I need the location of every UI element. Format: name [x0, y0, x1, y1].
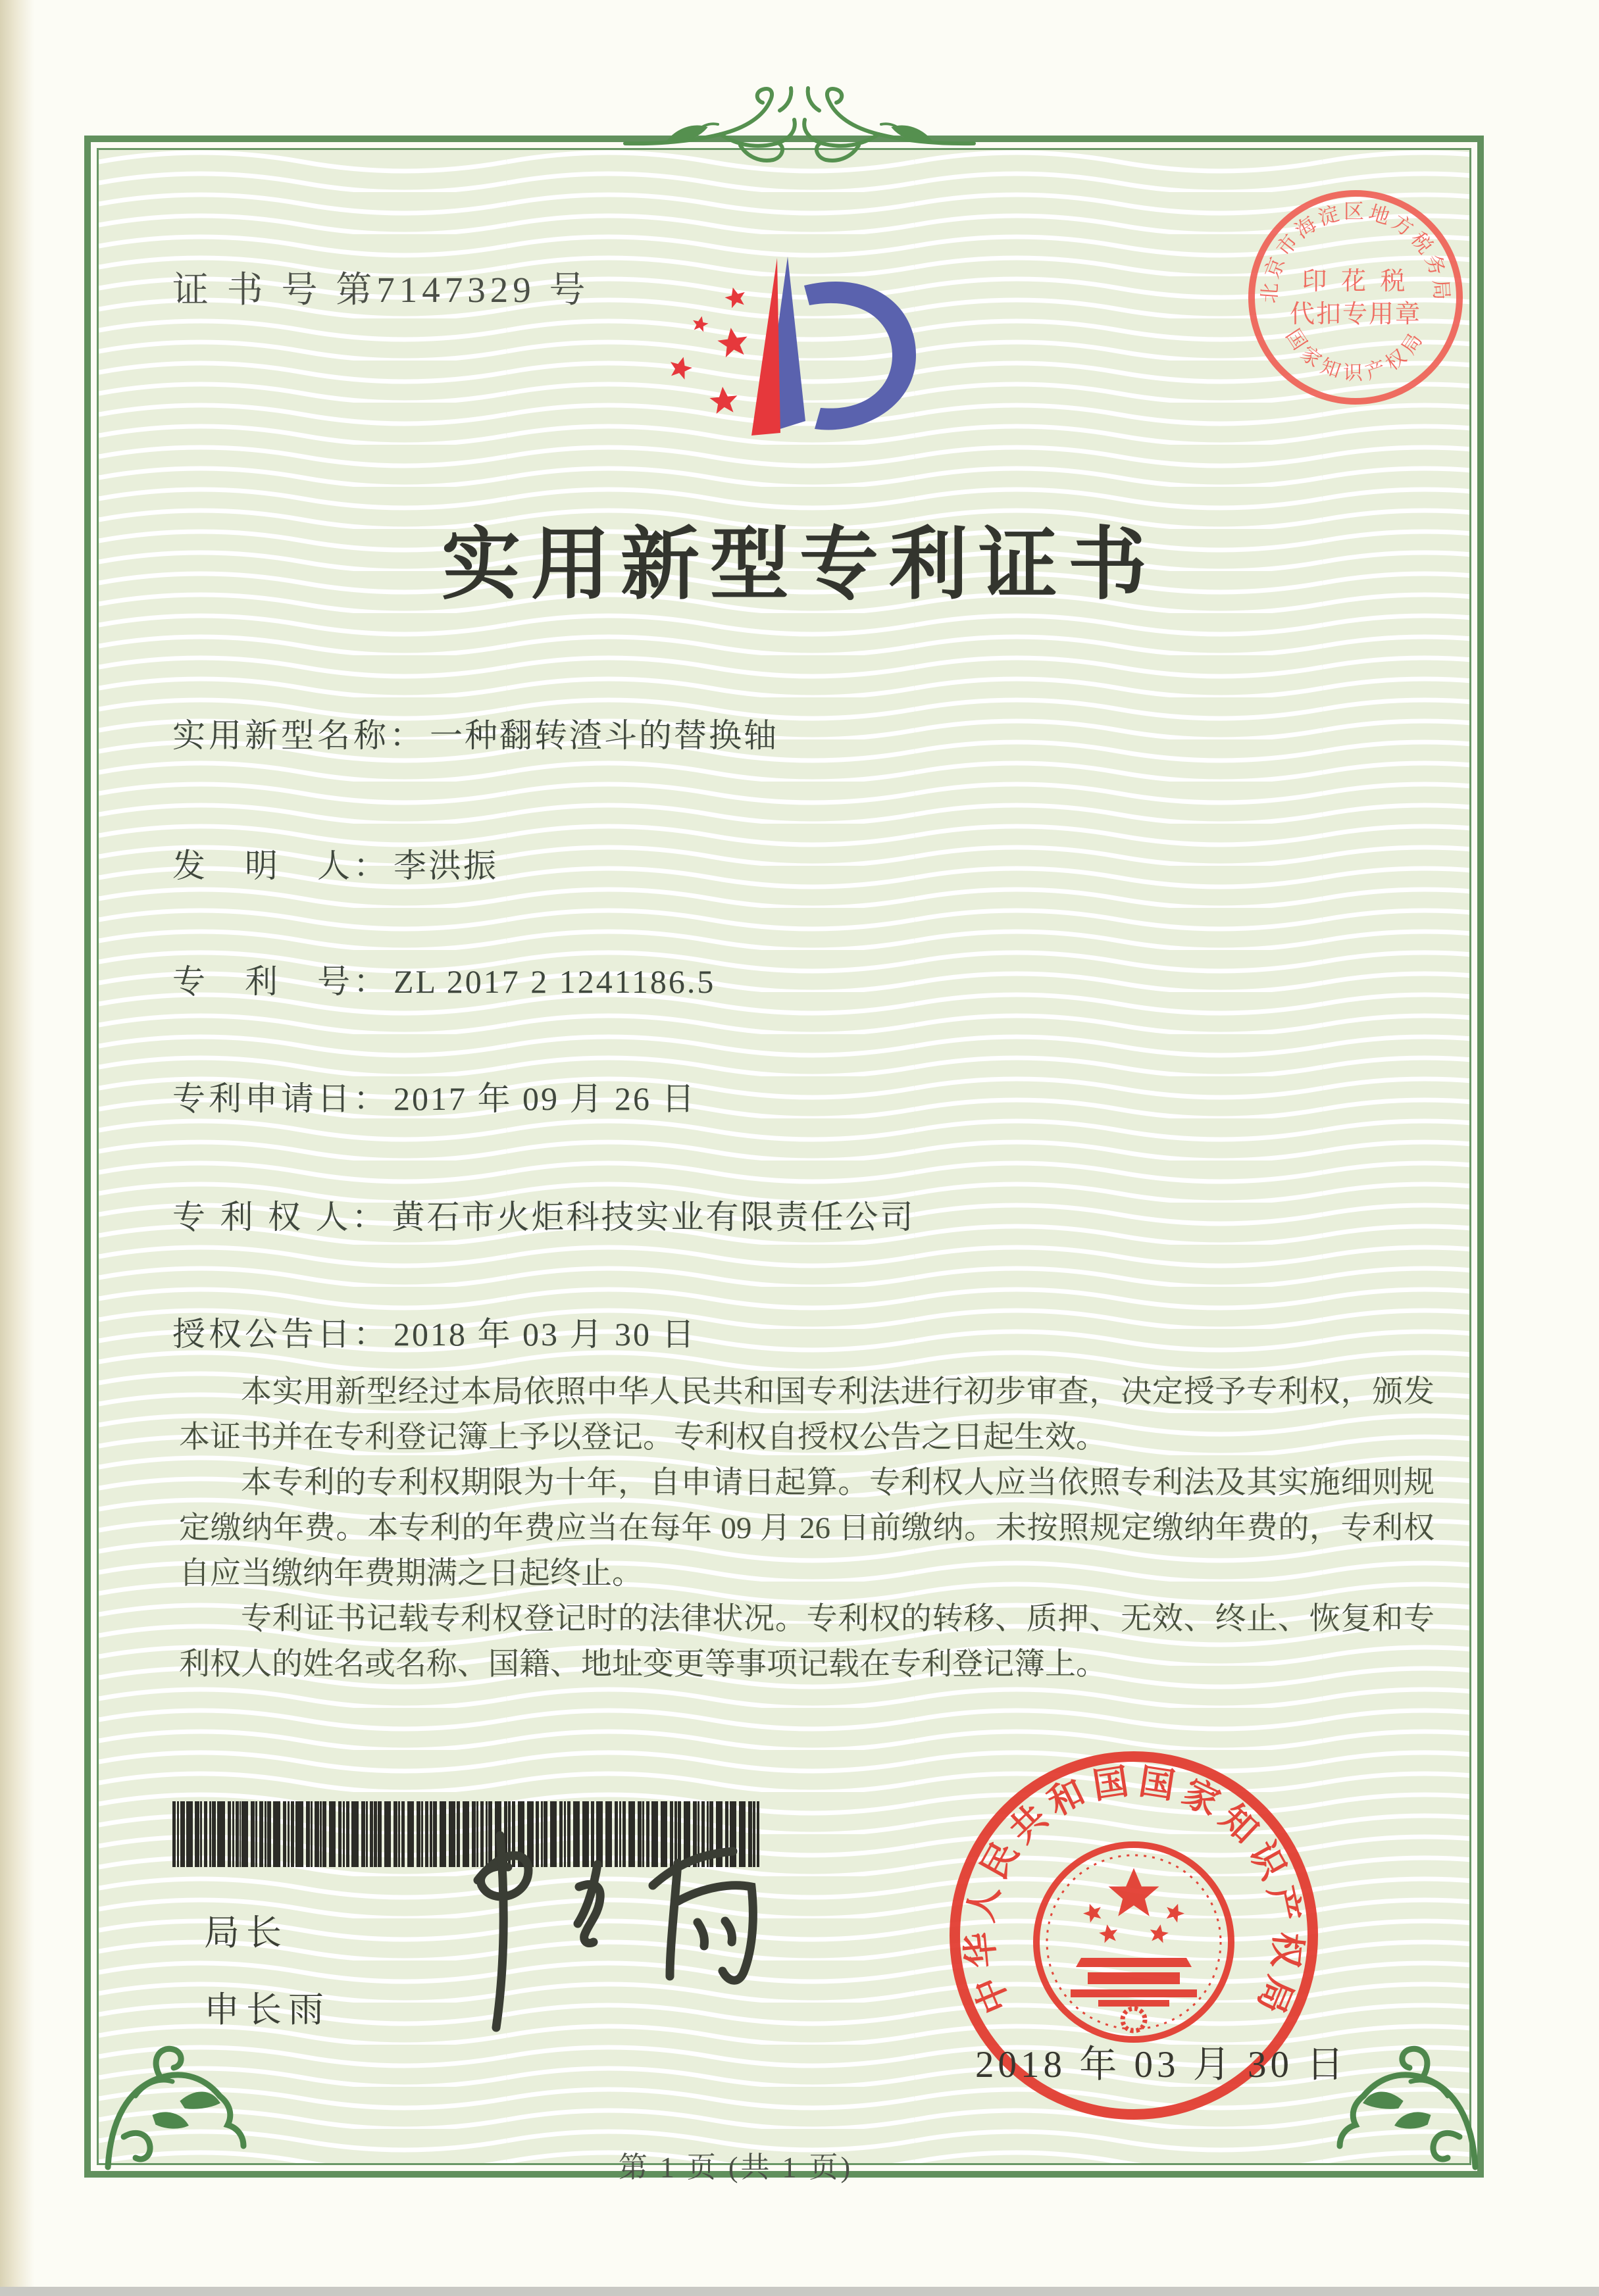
bottom-left-corner-ornament [96, 2017, 249, 2174]
field-utility-model-name [172, 709, 778, 757]
legal-paragraph-1: 本实用新型经过本局依照中华人民共和国专利法进行初步审查，决定授予专利权，颁发本证书并在专利登记簿上予以登记。专利权自授权公告之日起生效。 [179, 1375, 1434, 1455]
certificate-number: 证 书 号 第7147329 号 [172, 270, 590, 310]
tax-stamp-line2: 代扣专用章 [1289, 301, 1422, 328]
tax-stamp-ring-top-text: 北京市海淀区地方税务局 [1257, 200, 1454, 305]
field-filing-date [172, 1072, 697, 1120]
top-center-dragon-ornament [622, 83, 977, 195]
seal-ring-text: 中华人民共和国国家知识产权局 [959, 1761, 1308, 2019]
field-grant-date [172, 1308, 697, 1355]
cnipa-logo [651, 255, 941, 466]
tax-stamp-ring-bottom-text: 国家知识产权局 [1281, 325, 1430, 384]
field-label: 授权公告日： [172, 1316, 390, 1353]
field-patent-number [172, 955, 715, 1003]
director-signature [421, 1822, 803, 2046]
certificate-title: 实用新型专利证书 [442, 521, 1157, 609]
field-value: 2018 年 03 月 30 日 [393, 1316, 697, 1353]
page-left-edge-shadow [0, 0, 34, 2296]
director-name-label: 申长雨 [204, 1990, 330, 2030]
national-emblem [1036, 1845, 1231, 2039]
field-label: 发 明 人： [172, 847, 390, 884]
tax-stamp [1244, 186, 1467, 409]
field-value: ZL 2017 2 1241186.5 [393, 963, 716, 1000]
logo-red-wedge [751, 258, 780, 436]
field-inventor [172, 839, 498, 887]
field-label: 专利申请日： [172, 1080, 390, 1117]
field-label: 实用新型名称： [172, 717, 426, 754]
field-value: 李洪振 [393, 847, 498, 884]
page-number-footer: 第 1 页 (共 1 页) [618, 2151, 853, 2184]
tax-stamp-line1: 印 花 税 [1302, 268, 1409, 295]
legal-paragraph-3: 专利证书记载专利权登记时的法律状况。专利权的转移、质押、无效、终止、恢复和专利权人的姓名或名称、国籍、地址变更等事项记载在专利登记簿上。 [179, 1602, 1434, 1682]
bottom-right-corner-ornament [1334, 2017, 1487, 2174]
field-value: 一种翻转渣斗的替换轴 [430, 717, 778, 754]
field-value: 黄石市火炬科技实业有限责任公司 [392, 1199, 915, 1235]
field-label: 专 利 号： [172, 963, 390, 1000]
logo-stars [667, 285, 750, 414]
field-value: 2017 年 09 月 26 日 [393, 1080, 697, 1117]
legal-text-block [179, 1370, 1434, 1687]
field-patentee [172, 1191, 915, 1238]
field-label: 专 利 权 人： [172, 1199, 388, 1235]
seal-date: 2018 年 03 月 30 日 [975, 2044, 1348, 2085]
logo-blue-p-bowl [804, 282, 916, 430]
legal-paragraph-2: 本专利的专利权期限为十年，自申请日起算。专利权人应当依照专利法及其实施细则规定缴纳年费。本专利的年费应当在每年 09 月 26 日前缴纳。未按照规定缴纳年费的，专利权自应当缴纳年费期满之日起终止。 [179, 1466, 1434, 1591]
scan-bottom-edge [0, 2287, 1599, 2296]
svg-text:国家知识产权局 [1281, 326, 1429, 384]
director-title-label: 局长 [204, 1913, 288, 1953]
